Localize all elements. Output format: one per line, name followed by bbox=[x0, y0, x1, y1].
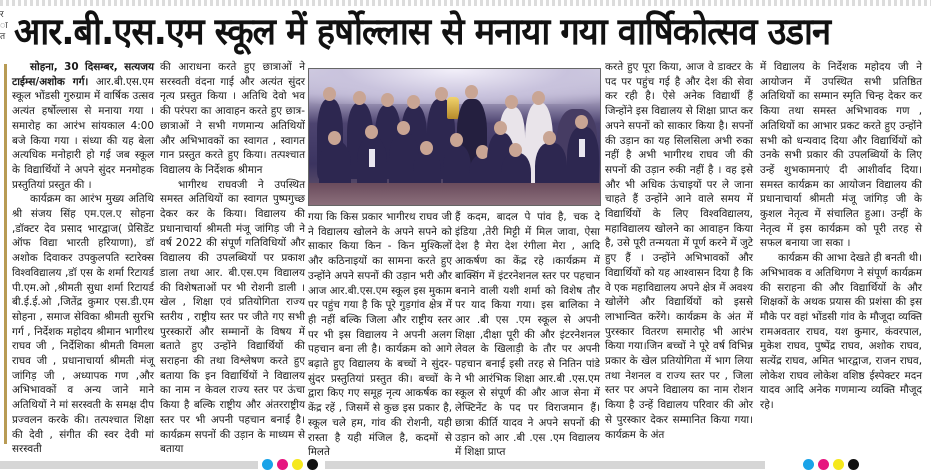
person-head bbox=[532, 91, 545, 105]
event-photo bbox=[308, 68, 601, 206]
yellow-registration-dot bbox=[292, 459, 303, 470]
black-registration-dot bbox=[848, 459, 859, 470]
paragraph: हैं कदम, बादल पे पांव है, चक दे इंडिया ,तेरी मिट्टी में मिल जावा, ऐसा देश है मेरा देश रंगीला मेरा , आदि आकर्षण का केंद्र रहे ।कार्यक्रम में बाक्सिंग में इंटरनेशनल स्तर पर पहचान बनाने वाली यशी शर्मा को विशेष तौर पर याद किया गया। इस बालिका ने आर .बी एस .एम स्कूल से अपनी शिक्षा ,दीक्षा पूरी की और इंटरनेशनल लेवल के खिलाड़ी के तौर पर अपनी पहचान बनाई इसी तरह से नितिन पांडे ने भी आरंभिक शिक्षा आर.बी .एस.एम स्कूल से संपूर्ण की और आज सेना में लेफ्टिनेंट के पद पर विराजमान हैं। छात्रा कीर्ति यादव ने अपने सपनों की उड़ान को आर .बी .एस .एम विद्यालय में शिक्षा प्राप्त bbox=[455, 211, 600, 459]
article-column-1 bbox=[12, 60, 154, 457]
person-head bbox=[353, 91, 366, 105]
previous-article-strip bbox=[0, 0, 931, 6]
person-head bbox=[450, 133, 463, 147]
person-shirt bbox=[579, 139, 585, 157]
grey-bar bbox=[0, 461, 258, 469]
article-left-rule bbox=[4, 64, 7, 444]
adjacent-column-edge: र ा त bbox=[0, 10, 8, 42]
paragraph: में विद्यालय के निर्देशक महोदय जी ने आयोजन में उपस्थित सभी प्रतिष्ठित अतिथियों का सम्मान स्मृति चिन्ह देकर कर किया तथा समस्त अभिभावक गण , अतिथियों का आभार प्रकट करते हुए उन्होंने सभी को धन्यवाद दिया और विद्यार्थियों को उनके सभी प्रकार की उपलब्धियों के लिए उन्हें शुभकामनाएं दी आशीर्वाद दिया। समस्त कार्यक्रम का आयोजन विद्यालय की प्रधानाचार्या श्रीमती मंजू जांगिड़ जी के कुशल नेतृत्व में संचालित हुआ। उन्हीं के नेतृत्व में इस कार्यक्रम को पूरी तरह से सफल बनाया जा सका । bbox=[760, 61, 922, 250]
paragraph: भागीरथ राघवजी ने उपस्थित समस्त अतिथियों का स्वागत पुष्पगुच्छ देकर कर के किया। विद्यालय की प्रधानाचार्या श्रीमती मंजू जांगिड़ जी ने वर्ष 2022 की संपूर्ण गतिविधियों और विद्यालय की उपलब्धियों पर प्रकाश डाला तथा आर. बी.एस.एम विद्यालय की विशेषताओं पर भी रोशनी डाली । खेल , शिक्षा एवं प्रतियोगिता राज्य स्तरीय , राष्ट्रीय स्तर पर जीते गए सभी पुरस्कारों और सम्मानों के विषय में बताते हुए उन्होंने विद्यार्थियों की सराहना की तथा विश्लेषण करते हुए बताया कि इन विद्यार्थियों ने विद्यालय का नाम न केवल राज्य स्तर पर ऊंचा किया है बल्कि राष्ट्रीय और अंतरराष्ट्रीय स्तर पर भी अपनी पहचान बनाई है। कार्यक्रम सपनों की उड़ान के माध्यम से बताया bbox=[160, 178, 305, 456]
person-head bbox=[575, 115, 588, 129]
paragraph bbox=[12, 60, 154, 192]
person-head bbox=[543, 131, 556, 145]
dateline: सोहना, 30 दिसम्बर, सत्यजय टाईम्स/अशोक गर्ग। bbox=[12, 61, 154, 88]
paragraph: कार्यक्रम का आरंभ मुख्य अतिथि श्री संजय सिंह एम.एल.ए सोहना ,डॉक्टर देव प्रसाद भारद्वाज( प्रेसिडेंट ऑफ विद्या भारती हरियाणा), डॉ अशोक दिवाकर उपकुलपति स्टारेक्स विश्वविद्यालय ,डॉ एस के शर्मा रिटायर्ड पी.एम.ओ ,श्रीमती सुधा शर्मा रिटायर्ड बी.ई.ई.ओ ,जितेंद्र कुमार एस.डी.एम सोहना , समाज सेविका श्रीमती सुरभि गर्ग , निर्देशक महोदय श्रीमान भागीरथ राघव जी , निर्देशिका श्रीमती विमला राघव जी , प्रधानाचार्या श्रीमती मंजू जांगिड़ जी , अध्यापक गण ,और अभिभावकों व अन्य जाने माने अतिथियों ने मां सरस्वती के समक्ष दीप प्रज्वलन करके की। तत्पश्चात शिक्षा की देवी , संगीत की स्वर देवी मां सरस्वती bbox=[12, 193, 154, 456]
person-head bbox=[407, 95, 420, 109]
article-column-6 bbox=[760, 60, 922, 413]
paragraph: गया कि किस प्रकार भागीरथ राघव जी ने विद्यालय खोलने के अपने सपने को साकार किया किन - किन मुश्किलों और कठिनाइयों का सामना करते हुए उन्होंने अपने सपनों की उड़ान भरी और आज आर.बी.एस.एम स्कूल इस मुकाम पर पहुंच गया है कि पूरे गुड़गांव क्षेत्र में ही नहीं बल्कि जिला और राष्ट्रीय स्तर पर भी इस विद्यालय ने अपनी अलग पहचान बना ली है। कार्यक्रम को आगे बढ़ाते हुए विद्यालय के बच्चों ने सुंदर-सुंदर प्रस्तुतियां प्रस्तुत की। बच्चों के द्वारा किए गए समूह नृत्य आकर्षक का केंद्र रहें , जिसमें से कुछ इस प्रकार है, स्कूल चले हम, गांव की रोशनी, यही रास्ता है यही मंजिल है, कदमों से मिलते bbox=[308, 211, 452, 459]
person-head bbox=[328, 131, 341, 145]
article-column-2 bbox=[160, 60, 305, 457]
person-head bbox=[509, 143, 522, 157]
person-shirt bbox=[369, 149, 375, 167]
article-body bbox=[0, 58, 931, 459]
paragraph-text: आर.बी.एस.एम स्कूल भोंडसी गुरुग्राम में वार्षिक उत्सव अत्यंत हर्षोल्लास से मनाया गया । समारोह का आरंभ सांयकाल 4:00 बजे किया गया । संध्या की यह बेला अत्यधिक मनोहारी हो गई जब स्कूल के विद्यार्थियों ने अपने सुंदर मनमोहक प्रस्तुतियां प्रस्तुत की । bbox=[12, 75, 154, 191]
magenta-registration-dot bbox=[818, 459, 829, 470]
headline: आर.बी.एस.एम स्कूल में हर्षोल्लास से मनाया गया वार्षिकोत्सव उडान bbox=[14, 10, 831, 53]
person-head bbox=[323, 87, 336, 101]
article-column-5 bbox=[605, 60, 753, 442]
person-head bbox=[365, 125, 378, 139]
yellow-registration-dot bbox=[833, 459, 844, 470]
trophy bbox=[447, 97, 459, 119]
person-head bbox=[465, 85, 478, 99]
article-column-3 bbox=[308, 210, 452, 460]
grey-bar bbox=[325, 461, 765, 469]
person-head bbox=[420, 141, 433, 155]
print-registration-bar bbox=[0, 455, 931, 472]
person-head bbox=[435, 87, 448, 101]
paragraph: करते हुए पूरा किया, आज वे डाक्टर के पद पर पहुंच गई है और देश की सेवा कर रही है। ऐसे अनेक विद्यार्थी हैं जिन्होंने इस विद्यालय से शिक्षा प्राप्त कर अपने सपनों को साकार किया है। सपनों की उड़ान का यह सिलसिला अभी रुका नहीं है अभी भागीरथ राघव जी की सपनों की उड़ान रुकी नहीं है । वह इसे और भी अधिक ऊंचाइयों पर ले जाना चाहते हैं उन्होंने आने वाले समय में विद्यार्थियों के लिए विश्वविद्यालय, महाविद्यालय खोलने का आवाहन किया है, उसे पूरी तन्मयता में पूर्ण करने में जुटे हुए हैं । उन्होंने अभिभावकों और विद्यार्थियों को यह आश्वासन दिया है कि वे एक महाविद्यालय अपने क्षेत्र में अवश्य खोलेंगे और विद्यार्थियों को इससे लाभान्वित करेंगे। कार्यक्रम के अंत में पुरस्कार वितरण समारोह भी आरंभ किया गया।जिन बच्चों ने पूरे वर्ष विभिन्न प्रकार के खेल प्रतियोगिता में भाग लिया तथा नेशनल व राज्य स्तर पर , जिला स्तर पर अपने विद्यालय का नाम रोशन किया है उन्हें विद्यालय परिवार की ओर से पुरस्कार देकर सम्मानित किया गया। कार्यक्रम के अंत bbox=[605, 61, 753, 441]
cyan-registration-dot bbox=[803, 459, 814, 470]
black-registration-dot bbox=[307, 459, 318, 470]
person-head bbox=[494, 121, 507, 135]
stage-floor bbox=[309, 183, 600, 205]
paragraph: की आराधना करते हुए छात्राओं ने सरस्वती वंदना गाई और अत्यंत सुंदर नृत्य प्रस्तुत किया । अतिथि देवो भव की परंपरा का आवाहन करते हुए छात्र-छात्राओं ने सभी गणमान्य अतिथियों और अभिभावकों का स्वागत , स्वागत गान प्रस्तुत करते हुए किया। तत्पश्चात विद्यालय के निर्देशक श्रीमान bbox=[160, 61, 305, 176]
article-column-4 bbox=[455, 210, 600, 460]
paragraph: कार्यक्रम की आभा देखते ही बनती थी। अभिभावक व अतिथिगण ने संपूर्ण कार्यक्रम की सराहना की और विद्यार्थियों के और शिक्षकों के अथक प्रयास की प्रशंसा की इस मौके पर वहां भोंडसी गांव के मौजूदा व्यक्ति रामअवतार राघव, यश कुमार, कंवरपाल, मुकेश राघव, पुष्पेंद्र राघव, अशोक राघव, सत्येंद्र राघव, अमित भारद्वाज, राजन राघव, लोकेश राघव लोकेश वशिष्ठ ईस्पेक्टर मदन यादव आदि अनेक गणमान्य व्यक्ति मौजूद रहे। bbox=[760, 252, 922, 412]
person-head bbox=[381, 93, 394, 107]
cyan-registration-dot bbox=[262, 459, 273, 470]
person-head bbox=[397, 121, 410, 135]
magenta-registration-dot bbox=[277, 459, 288, 470]
person-head bbox=[505, 95, 518, 109]
